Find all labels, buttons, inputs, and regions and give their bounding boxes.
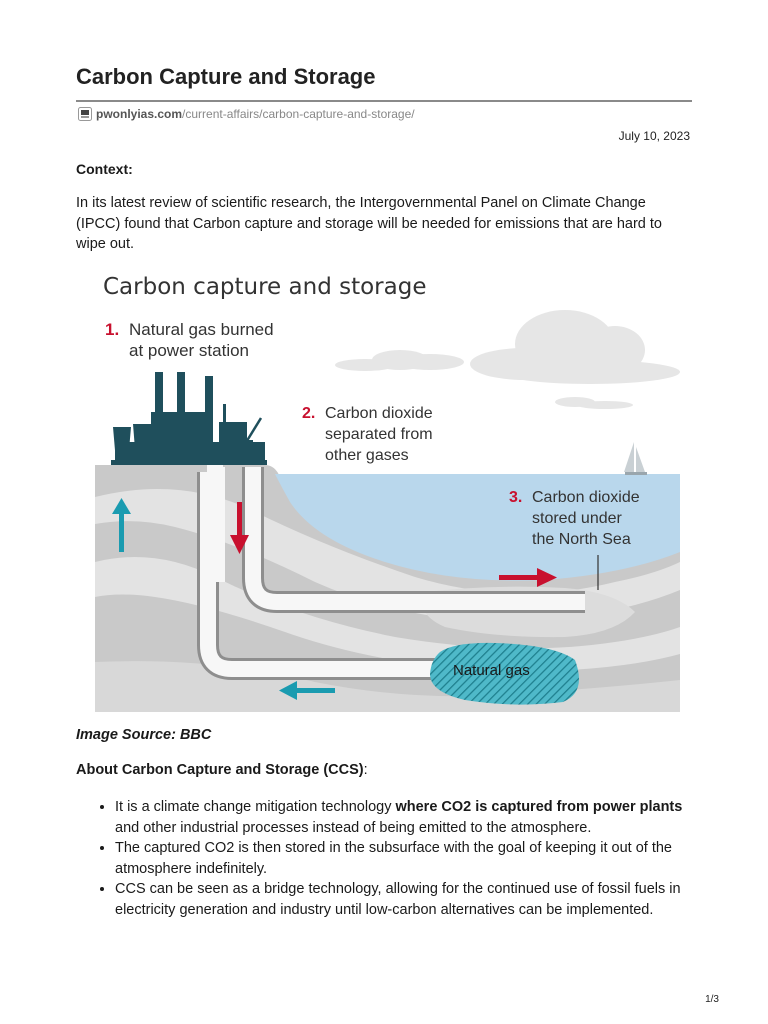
pwonlyias-logo-icon	[78, 107, 92, 121]
list-item: • CCS can be seen as a bridge technology, allowing for the continued use of fossil fuels in electricity generation and industry until low-carbon alternatives can be implemented.	[115, 879, 692, 920]
context-paragraph: In its latest review of scientific research, the Intergovernmental Panel on Climate Change (IPCC) found that Carbon capture and storage will be needed for emissions that are hard to wipe out.	[76, 195, 662, 252]
source-domain: pwonlyias.com	[96, 107, 183, 121]
diagram-title: Carbon capture and storage	[103, 274, 427, 300]
about-heading-text: About Carbon Capture and Storage (CCS)	[76, 762, 364, 778]
step3-line3: the North Sea	[532, 531, 631, 548]
step2-line2: separated from	[325, 426, 433, 443]
page-title: Carbon Capture and Storage	[76, 64, 376, 89]
step2-number: 2.	[302, 405, 316, 422]
ccs-diagram	[95, 262, 680, 712]
page-number: 1/3	[705, 994, 719, 1005]
step1-number: 1.	[105, 320, 120, 339]
context-heading: Context:	[76, 161, 133, 177]
image-source-caption: Image Source: BBC	[76, 727, 212, 743]
title-divider	[76, 100, 692, 102]
step2-line1: Carbon dioxide	[325, 405, 433, 422]
step2-line3: other gases	[325, 447, 409, 464]
step1-line2: at power station	[129, 341, 250, 360]
step1-line1: Natural gas burned	[129, 320, 274, 339]
source-path: /current-affairs/carbon-capture-and-storage/	[182, 107, 415, 121]
bullet-1-pre: It is a climate change mitigation technology	[115, 799, 396, 815]
about-heading	[76, 762, 368, 778]
source-link[interactable]	[96, 107, 415, 121]
bullet-1-bold: where CO2 is captured from power plants	[395, 799, 683, 815]
ccs-bullet-list	[76, 797, 692, 920]
step3-line1: Carbon dioxide	[532, 489, 640, 506]
about-heading-suffix: :	[363, 762, 368, 778]
publish-date: July 10, 2023	[618, 129, 690, 143]
bullet-1-post: and other industrial processes instead of being emitted to the atmosphere.	[115, 819, 592, 836]
step3-number: 3.	[509, 489, 523, 506]
list-item	[115, 797, 692, 838]
list-item: • The captured CO2 is then stored in the subsurface with the goal of keeping it out of the atmosphere indefinitely.	[115, 838, 692, 879]
step3-line2: stored under	[532, 510, 622, 527]
source-line	[78, 107, 415, 121]
natural-gas-label: Natural gas	[453, 662, 530, 679]
